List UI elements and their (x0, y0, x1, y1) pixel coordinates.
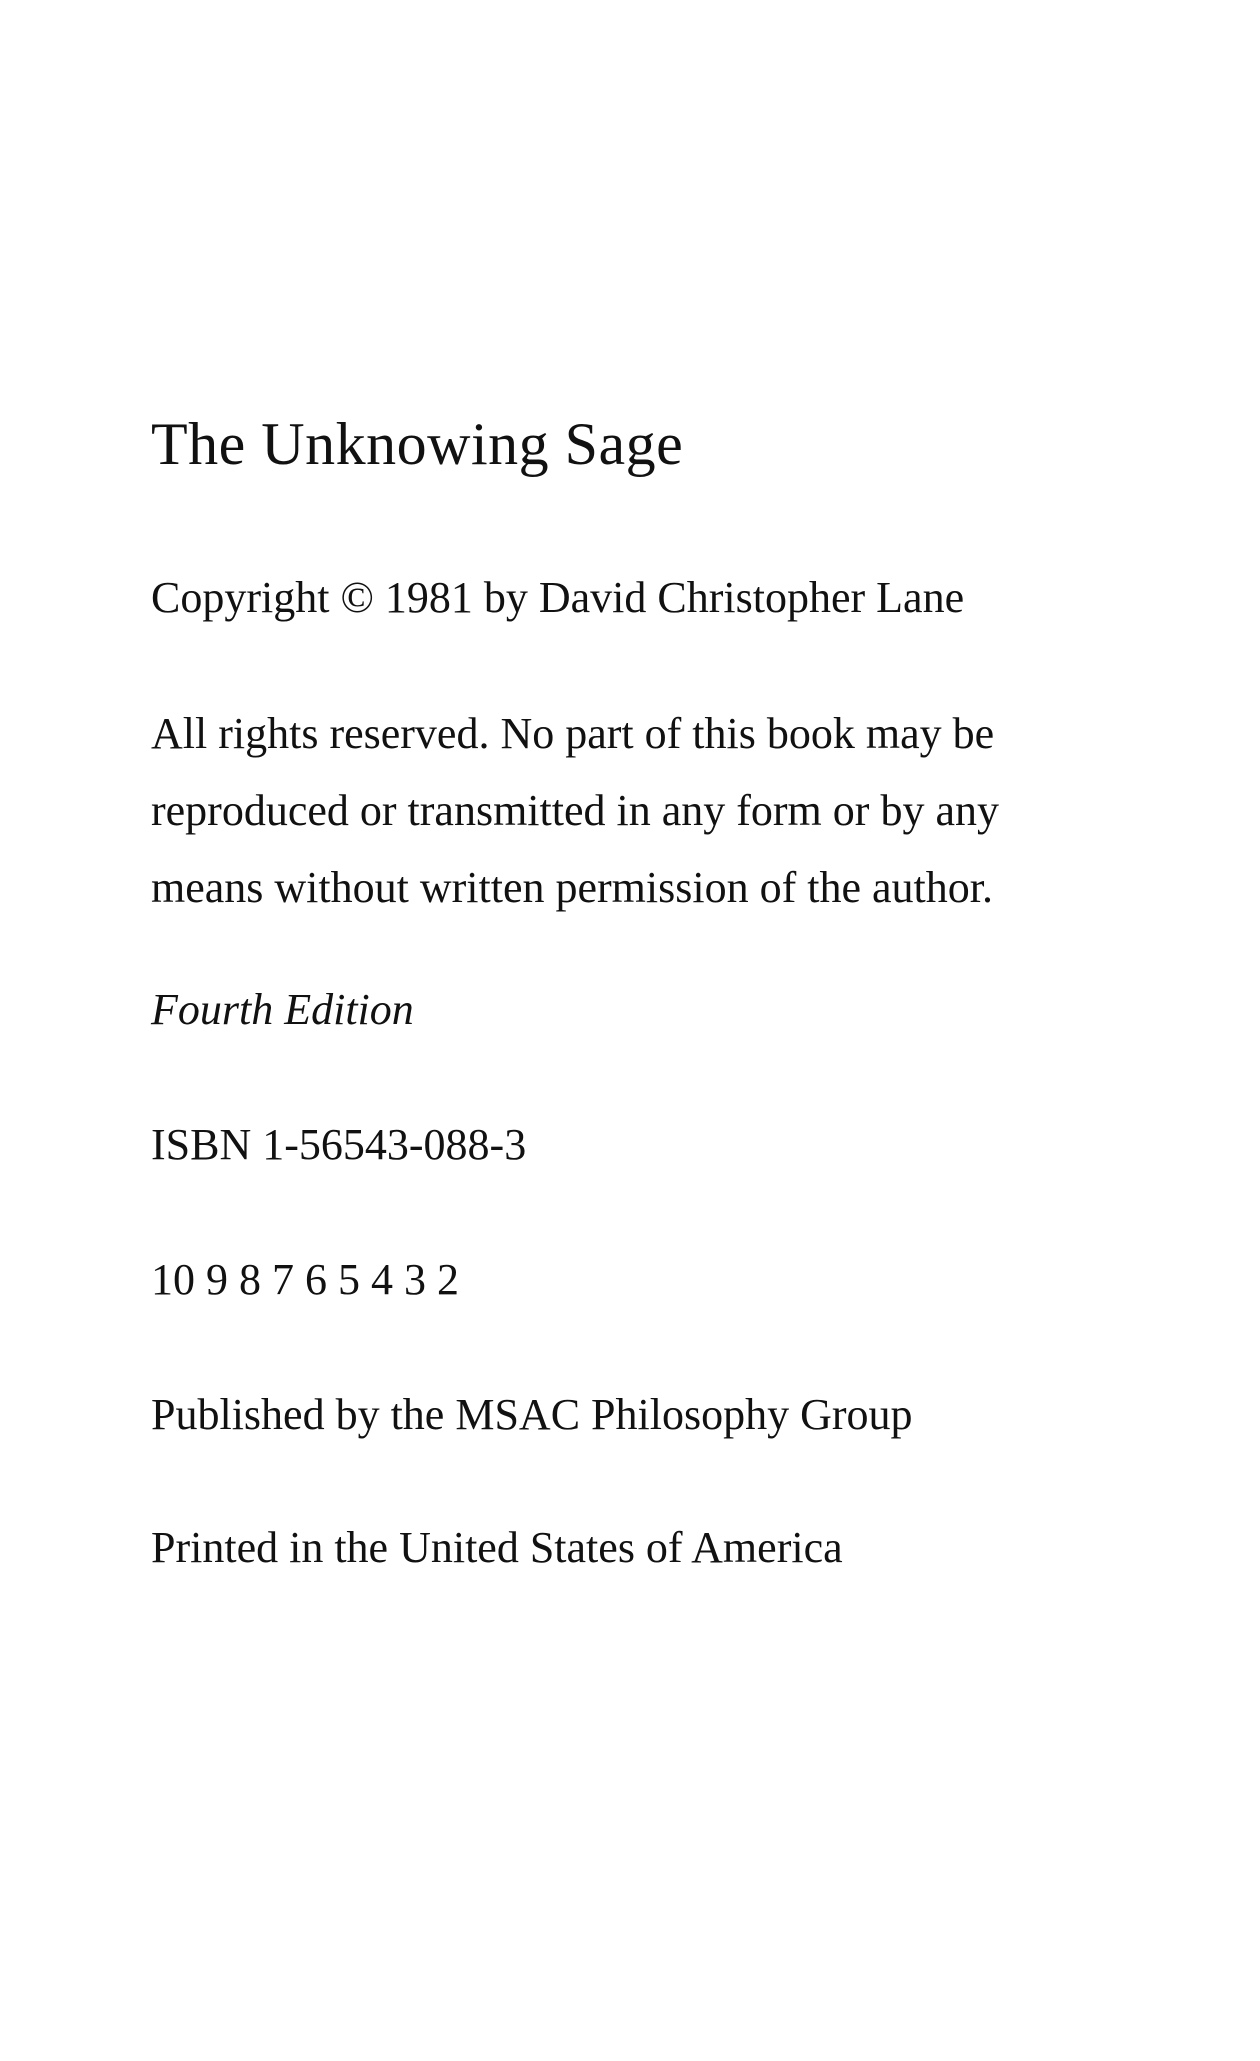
printed-in-line: Printed in the United States of America (151, 1523, 843, 1572)
rights-line: reproduced or transmitted in any form or by any (151, 786, 999, 835)
book-title: The Unknowing Sage (151, 411, 684, 477)
printing-line: 10 9 8 7 6 5 4 3 2 (151, 1255, 459, 1304)
rights-line: means without written permission of the author. (151, 863, 993, 912)
rights-line: All rights reserved. No part of this book may be (151, 709, 995, 758)
publisher-line: Published by the MSAC Philosophy Group (151, 1390, 913, 1439)
copyright-notice: Copyright © 1981 by David Christopher Lane (151, 573, 965, 622)
rights-statement (151, 695, 999, 926)
isbn: ISBN 1-56543-088-3 (151, 1120, 527, 1169)
edition-label: Fourth Edition (151, 985, 414, 1034)
